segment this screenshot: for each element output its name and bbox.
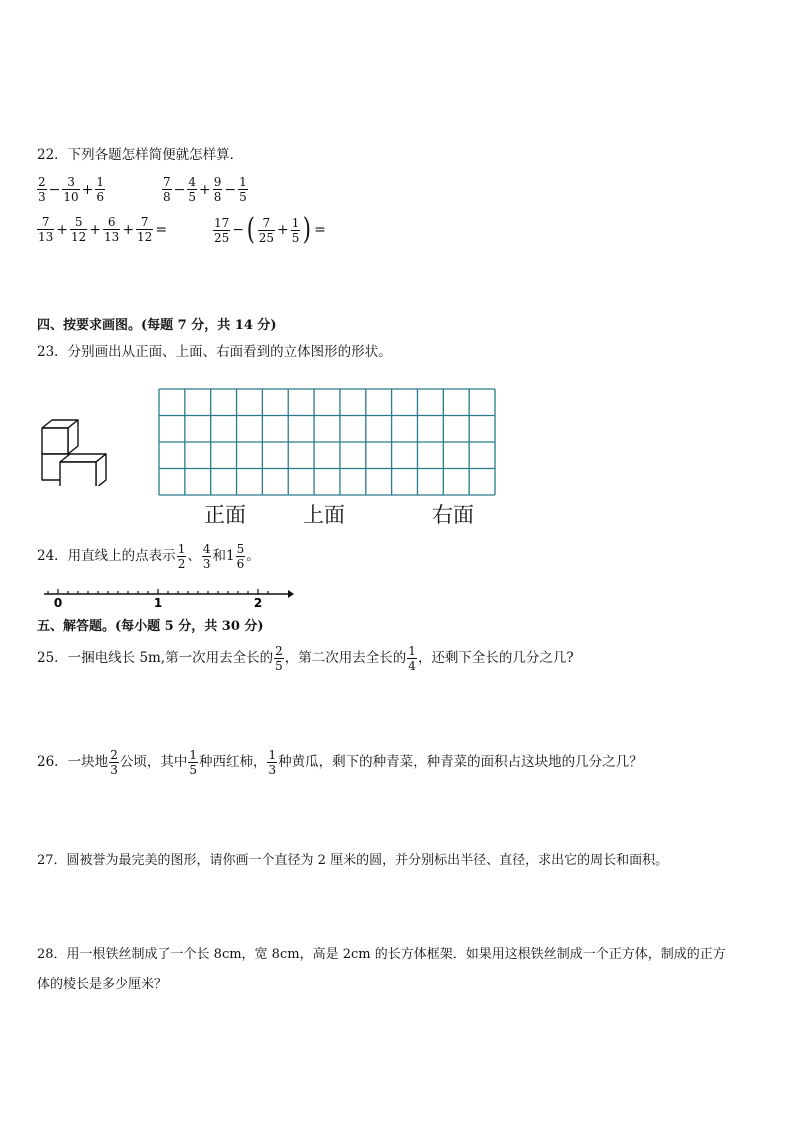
q22-expr-3: $\frac{7}{13}$ + $\frac{5}{12}$ + $\frac{6}{13}$ + $\frac{7}{12}$ = xyxy=(38,215,168,244)
label-front-view: 正面 xyxy=(204,503,246,527)
fraction: $\frac{9}{8}$ xyxy=(213,175,222,204)
fraction: $\frac{5}{6}$ xyxy=(236,542,245,571)
q28-line-1: 28．用一根铁丝制成了一个长 8cm，宽 8cm，高是 2cm 的长方体框架．如果用这根铁丝制成一个正方体，制成的正方 xyxy=(37,947,726,962)
section5-heading: 五、解答题。(每小题 5 分，共 30 分) xyxy=(37,619,264,634)
q27-text: 27．圆被誉为最完美的图形，请你画一个直径为 2 厘米的圆，并分别标出半径、直径，求出它的周长和面积。 xyxy=(37,853,669,868)
q24-text: 24．用直线上的点表示 $\frac{1}{2}$ 、 $\frac{4}{3}$ 和1 $\frac{5}{6}$ 。 xyxy=(37,542,260,571)
fraction: $\frac{7}{25}$ xyxy=(258,215,275,245)
fraction: $\frac{4}{3}$ xyxy=(202,542,211,571)
tick-label-2: 2 xyxy=(253,596,263,610)
fraction: $\frac{17}{25}$ xyxy=(214,215,230,245)
fraction: $\frac{1}{5}$ xyxy=(239,175,247,204)
fraction: $\frac{2}{3}$ xyxy=(110,748,118,777)
q25-text: 25．一捆电线长 5m,第一次用去全长的 $\frac{2}{5}$ ，第二次用去全长的 $\frac{1}{4}$ ，还剩下全长的几分之几? xyxy=(37,644,574,673)
fraction: $\frac{1}{3}$ xyxy=(268,748,277,777)
fraction: $\frac{6}{13}$ xyxy=(104,215,120,244)
fraction: $\frac{1}{6}$ xyxy=(96,175,105,204)
number-line xyxy=(40,584,296,610)
q28-line-2: 体的棱长是多少厘米？ xyxy=(37,977,168,992)
tick-label-0: 0 xyxy=(53,596,63,610)
label-right-view: 右面 xyxy=(432,503,474,527)
answer-grid xyxy=(158,388,496,496)
q23-title: 23．分别画出从正面、上面、右面看到的立体图形的形状。 xyxy=(37,344,392,360)
q26-text: 26．一块地 $\frac{2}{3}$ 公顷，其中 $\frac{1}{5}$ 种西红柿， $\frac{1}{3}$ 种黄瓜，剩下的种青菜，种青菜的面积占这块地的几分之几？ xyxy=(37,748,643,777)
fraction: $\frac{3}{10}$ xyxy=(63,175,79,204)
fraction: $\frac{1}{2}$ xyxy=(177,542,186,571)
fraction: $\frac{7}{12}$ xyxy=(137,215,153,244)
fraction: $\frac{1}{5}$ xyxy=(189,748,197,777)
fraction: $\frac{1}{5}$ xyxy=(291,215,300,245)
q22-expr-2: $\frac{7}{8}$ − $\frac{4}{5}$ + $\frac{9}{8}$ − $\frac{1}{5}$ xyxy=(163,175,247,204)
fraction: $\frac{7}{13}$ xyxy=(38,215,54,244)
q22-expr-1: $\frac{2}{3}$ − $\frac{3}{10}$ + $\frac{1}{6}$ xyxy=(38,175,105,204)
q22-expr-4: $\frac{17}{25}$ −( $\frac{7}{25}$ + $\frac{1}{5}$ ) = xyxy=(214,212,326,247)
q22-title: 22．下列各题怎样简便就怎样算． xyxy=(37,147,244,163)
fraction: $\frac{7}{8}$ xyxy=(163,175,171,204)
fraction: $\frac{5}{12}$ xyxy=(71,215,87,244)
fraction: $\frac{2}{3}$ xyxy=(38,175,46,204)
label-top-view: 上面 xyxy=(303,503,345,527)
fraction: $\frac{1}{4}$ xyxy=(408,644,416,673)
fraction: $\frac{2}{5}$ xyxy=(275,644,283,673)
cube-stack-figure xyxy=(38,416,110,486)
tick-label-1: 1 xyxy=(153,596,163,610)
section4-heading: 四、按要求画图。(每题 7 分，共 14 分) xyxy=(37,318,277,333)
fraction: $\frac{4}{5}$ xyxy=(188,175,197,204)
